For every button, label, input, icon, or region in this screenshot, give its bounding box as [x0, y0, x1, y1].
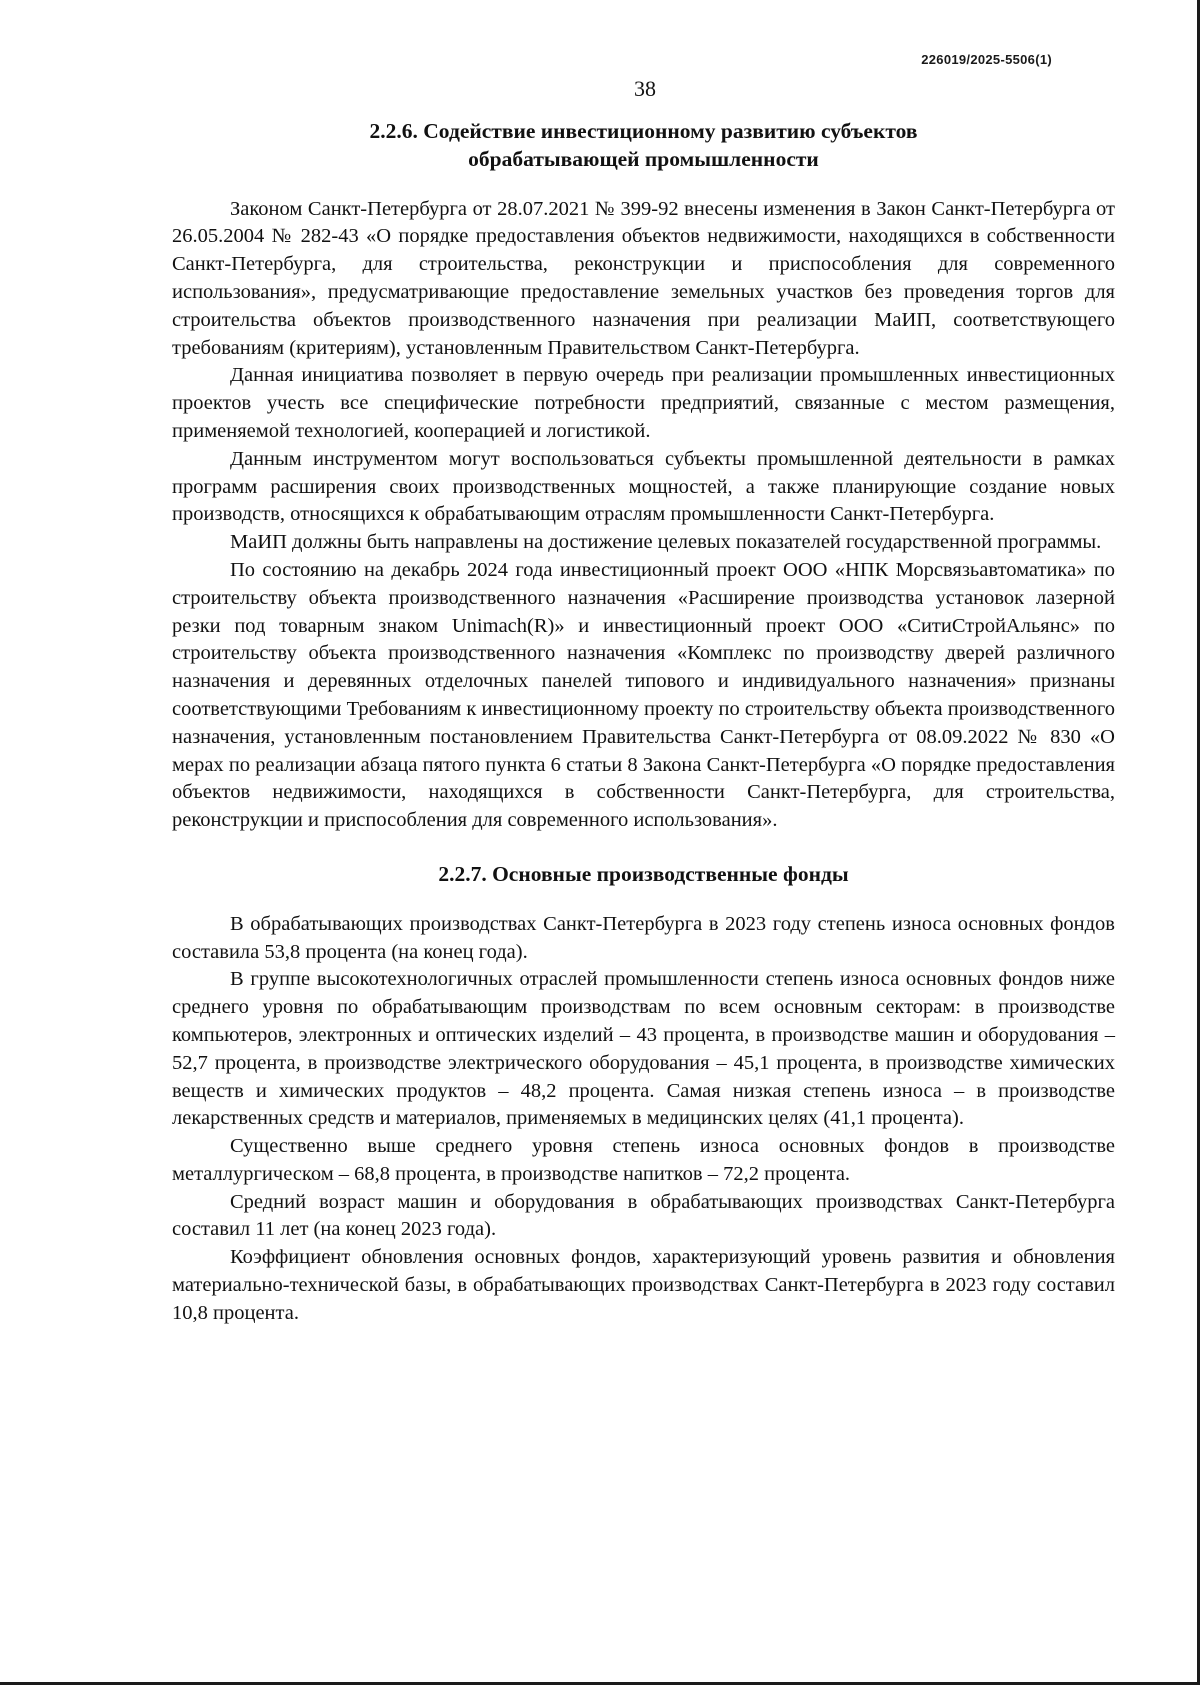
paragraph: Законом Санкт-Петербурга от 28.07.2021 № 399-92 внесены изменения в Закон Санкт-Петербурга от 26.05.2004 № 282-43 «О порядке предоставления объектов недвижимости, находящихся в собственности Санкт-Петербурга, для строительства, реконструкции и приспособления для современного использования», предусматривающие предоставление земельных участков без проведения торгов для строительства объектов производственного назначения при реализации МаИП, соответствующего требованиям (критериям), установленным Правительством Санкт-Петербурга. — [172, 197, 1115, 359]
section-2-2-7 — [172, 861, 1115, 1328]
document-id: 226019/2025-5506(1) — [921, 52, 1052, 67]
paragraph: Данная инициатива позволяет в первую очередь при реализации промышленных инвестиционных проектов учесть все специфические потребности предприятий, связанные с местом размещения, применяемой технологией, кооперацией и логистикой. — [172, 364, 1115, 442]
paragraph: По состоянию на декабрь 2024 года инвестиционный проект ООО «НПК Морсвязьавтоматика» по строительству объекта производственного назначения «Расширение производства установок лазерной резки под товарным знаком Unimach(R)» и инвестиционный проект ООО «СитиСтройАльянс» по строительству объекта производственного назначения «Комплекс по производству дверей различного назначения и деревянных отделочных панелей типового и индивидуального назначения» признаны соответствующими Требованиям к инвестиционному проекту по строительству объекта производственного назначения, установленным постановлением Правительства Санкт-Петербурга от 08.09.2022 № 830 «О мерах по реализации абзаца пятого пункта 6 статьи 8 Закона Санкт-Петербурга «О порядке предоставления объектов недвижимости, находящихся в собственности Санкт-Петербурга, для строительства, реконструкции и приспособления для современного использования». — [172, 558, 1115, 832]
paragraph: МаИП должны быть направлены на достижение целевых показателей государственной программы. — [230, 531, 1102, 554]
document-body — [172, 118, 1115, 1328]
paragraph: Существенно выше среднего уровня степень износа основных фондов в производстве металлургическом – 68,8 процента, в производстве напитков – 72,2 процента. — [172, 1135, 1115, 1185]
section-heading-line-2: обрабатывающей промышленности — [468, 146, 819, 171]
page-number: 38 — [634, 76, 656, 101]
paragraph: Коэффициент обновления основных фондов, характеризующий уровень развития и обновления материально-технической базы, в обрабатывающих производствах Санкт-Петербурга в 2023 году составил 10,8 процента. — [172, 1246, 1115, 1324]
paragraph: В обрабатывающих производствах Санкт-Петербурга в 2023 году степень износа основных фондов составила 53,8 процента (на конец года). — [172, 912, 1115, 963]
paragraph: В группе высокотехнологичных отраслей промышленности степень износа основных фондов ниже среднего уровня по обрабатывающим производствам по всем основным секторам: в производстве компьютеров, электронных и оптических изделий – 43 процента, в производстве машин и оборудования – 52,7 процента, в производстве электрического оборудования – 45,1 процента, в производстве химических веществ и химических продуктов – 48,2 процента. Самая низкая степень износа – в производстве лекарственных средств и материалов, применяемых в медицинских целях (41,1 процента). — [172, 968, 1115, 1130]
section-heading-line-1: 2.2.6. Содействие инвестиционному развитию субъектов — [369, 119, 918, 143]
section-2-2-6 — [172, 118, 1115, 835]
paragraph: Средний возраст машин и оборудования в обрабатывающих производствах Санкт-Петербурга составил 11 лет (на конец 2023 года). — [172, 1190, 1115, 1241]
paragraph: Данным инструментом могут воспользоваться субъекты промышленной деятельности в рамках программ расширения своих производственных мощностей, а также планирующие создание новых производств, относящихся к обрабатывающим отраслям промышленности Санкт-Петербурга. — [172, 447, 1115, 526]
section-heading: 2.2.7. Основные производственные фонды — [438, 861, 849, 886]
